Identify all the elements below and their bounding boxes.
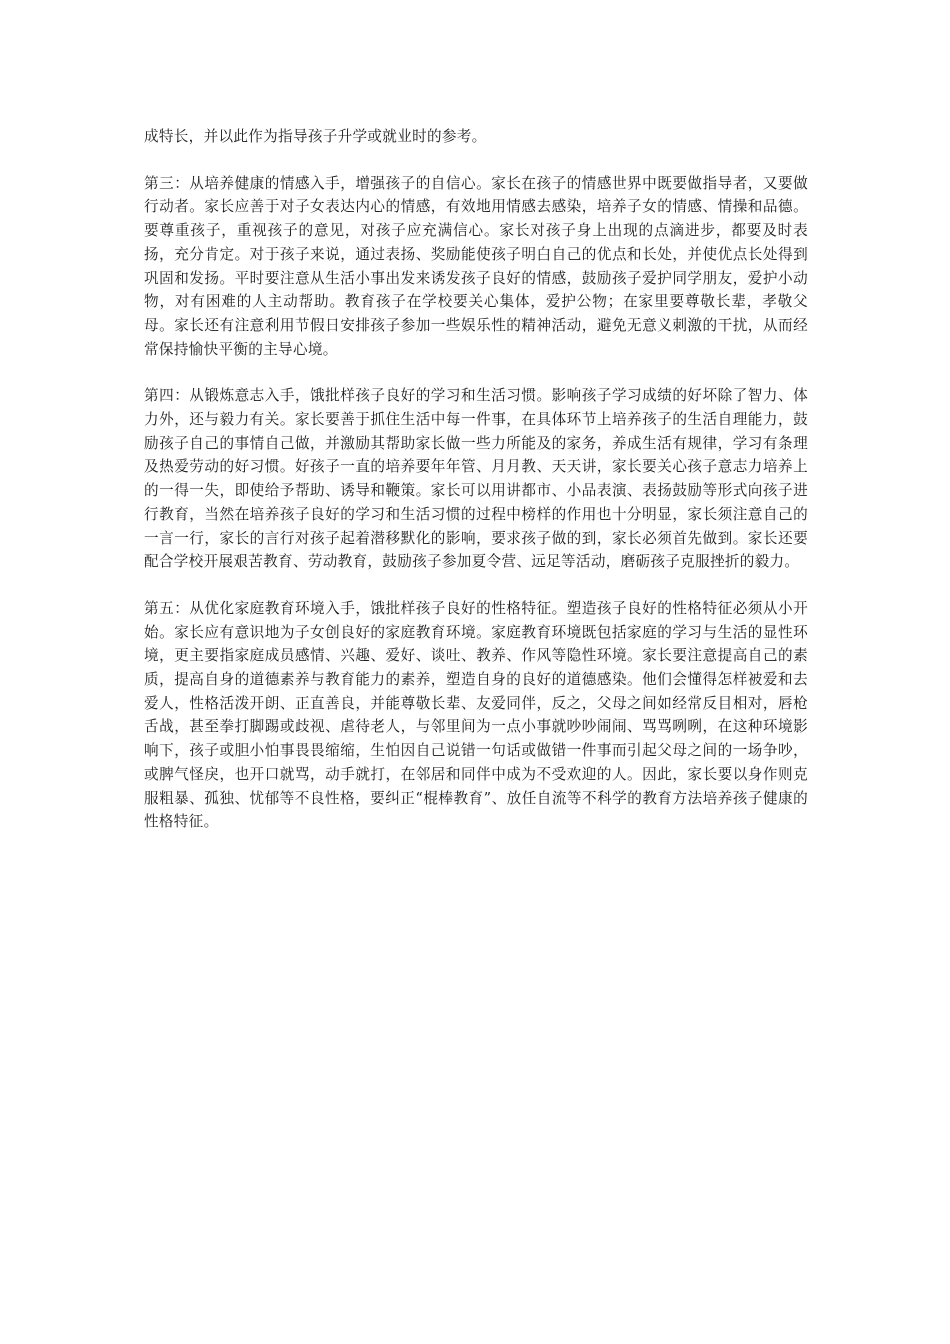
document-body bbox=[144, 125, 808, 857]
paragraph-third: 第三：从培养健康的情感入手，增强孩子的自信心。家长在孩子的情感世界中既要做指导者，又要做行动者。家长应善于对子女表达内心的情感，有效地用情感去感染，培养子女的情感、情操和品德。要尊重孩子，重视孩子的意见，对孩子应充满信心。家长对孩子身上出现的点滴进步，都要及时表扬，充分肯定。对于孩子来说，通过表扬、奖励能使孩子明白自己的优点和长处，并使优点长处得到巩固和发扬。平时要注意从生活小事出发来诱发孩子良好的情感，鼓励孩子爱护同学朋友，爱护小动物，对有困难的人主动帮助。教育孩子在学校要关心集体，爱护公物；在家里要尊敬长辈，孝敬父母。家长还有注意利用节假日安排孩子参加一些娱乐性的精神活动，避免无意义刺激的干扰，从而经常保持愉快平衡的主导心境。 bbox=[144, 174, 808, 358]
paragraph-fourth: 第四：从锻炼意志入手，饿批样孩子良好的学习和生活习惯。影响孩子学习成绩的好坏除了智力、体力外，还与毅力有关。家长要善于抓住生活中每一件事，在具体环节上培养孩子的生活自理能力，鼓励孩子自己的事情自己做，并激励其帮助家长做一些力所能及的家务，养成生活有规律，学习有条理及热爱劳动的好习惯。好孩子一直的培养要年年管、月月教、天天讲，家长要关心孩子意志力培养上的一得一失，即使给予帮助、诱导和鞭策。家长可以用讲都市、小品表演、表扬鼓励等形式向孩子进行教育，当然在培养孩子良好的学习和生活习惯的过程中榜样的作用也十分明显，家长须注意自己的一言一行，家长的言行对孩子起着潜移默化的影响，要求孩子做的到，家长必须首先做到。家长还要配合学校开展艰苦教育、劳动教育，鼓励孩子参加夏令营、远足等活动，磨砺孩子克服挫折的毅力。 bbox=[144, 387, 808, 571]
paragraph-fifth: 第五：从优化家庭教育环境入手，饿批样孩子良好的性格特征。塑造孩子良好的性格特征必须从小开始。家长应有意识地为子女创良好的家庭教育环境。家庭教育环境既包括家庭的学习与生活的显性环境，更主要指家庭成员感情、兴趣、爱好、谈吐、教养、作风等隐性环境。家长要注意提高自己的素质，提高自身的道德素养与教育能力的素养，塑造自身的良好的道德感染。他们会懂得怎样被爱和去爱人，性格活泼开朗、正直善良，并能尊敬长辈、友爱同伴，反之，父母之间如经常反目相对，唇枪舌战，甚至拳打脚踢或歧视、虐待老人，与邻里间为一点小事就吵吵闹闹、骂骂咧咧，在这种环境影响下，孩子或胆小怕事畏畏缩缩，生怕因自己说错一句话或做错一件事而引起父母之间的一场争吵，或脾气怪戾，也开口就骂，动手就打，在邻居和同伴中成为不受欢迎的人。因此，家长要以身作则克服粗暴、孤独、忧郁等不良性格，要纠正“棍棒教育”、放任自流等不科学的教育方法培养孩子健康的性格特征。 bbox=[144, 599, 808, 831]
paragraph-continuation: 成特长，并以此作为指导孩子升学或就业时的参考。 bbox=[144, 128, 487, 145]
